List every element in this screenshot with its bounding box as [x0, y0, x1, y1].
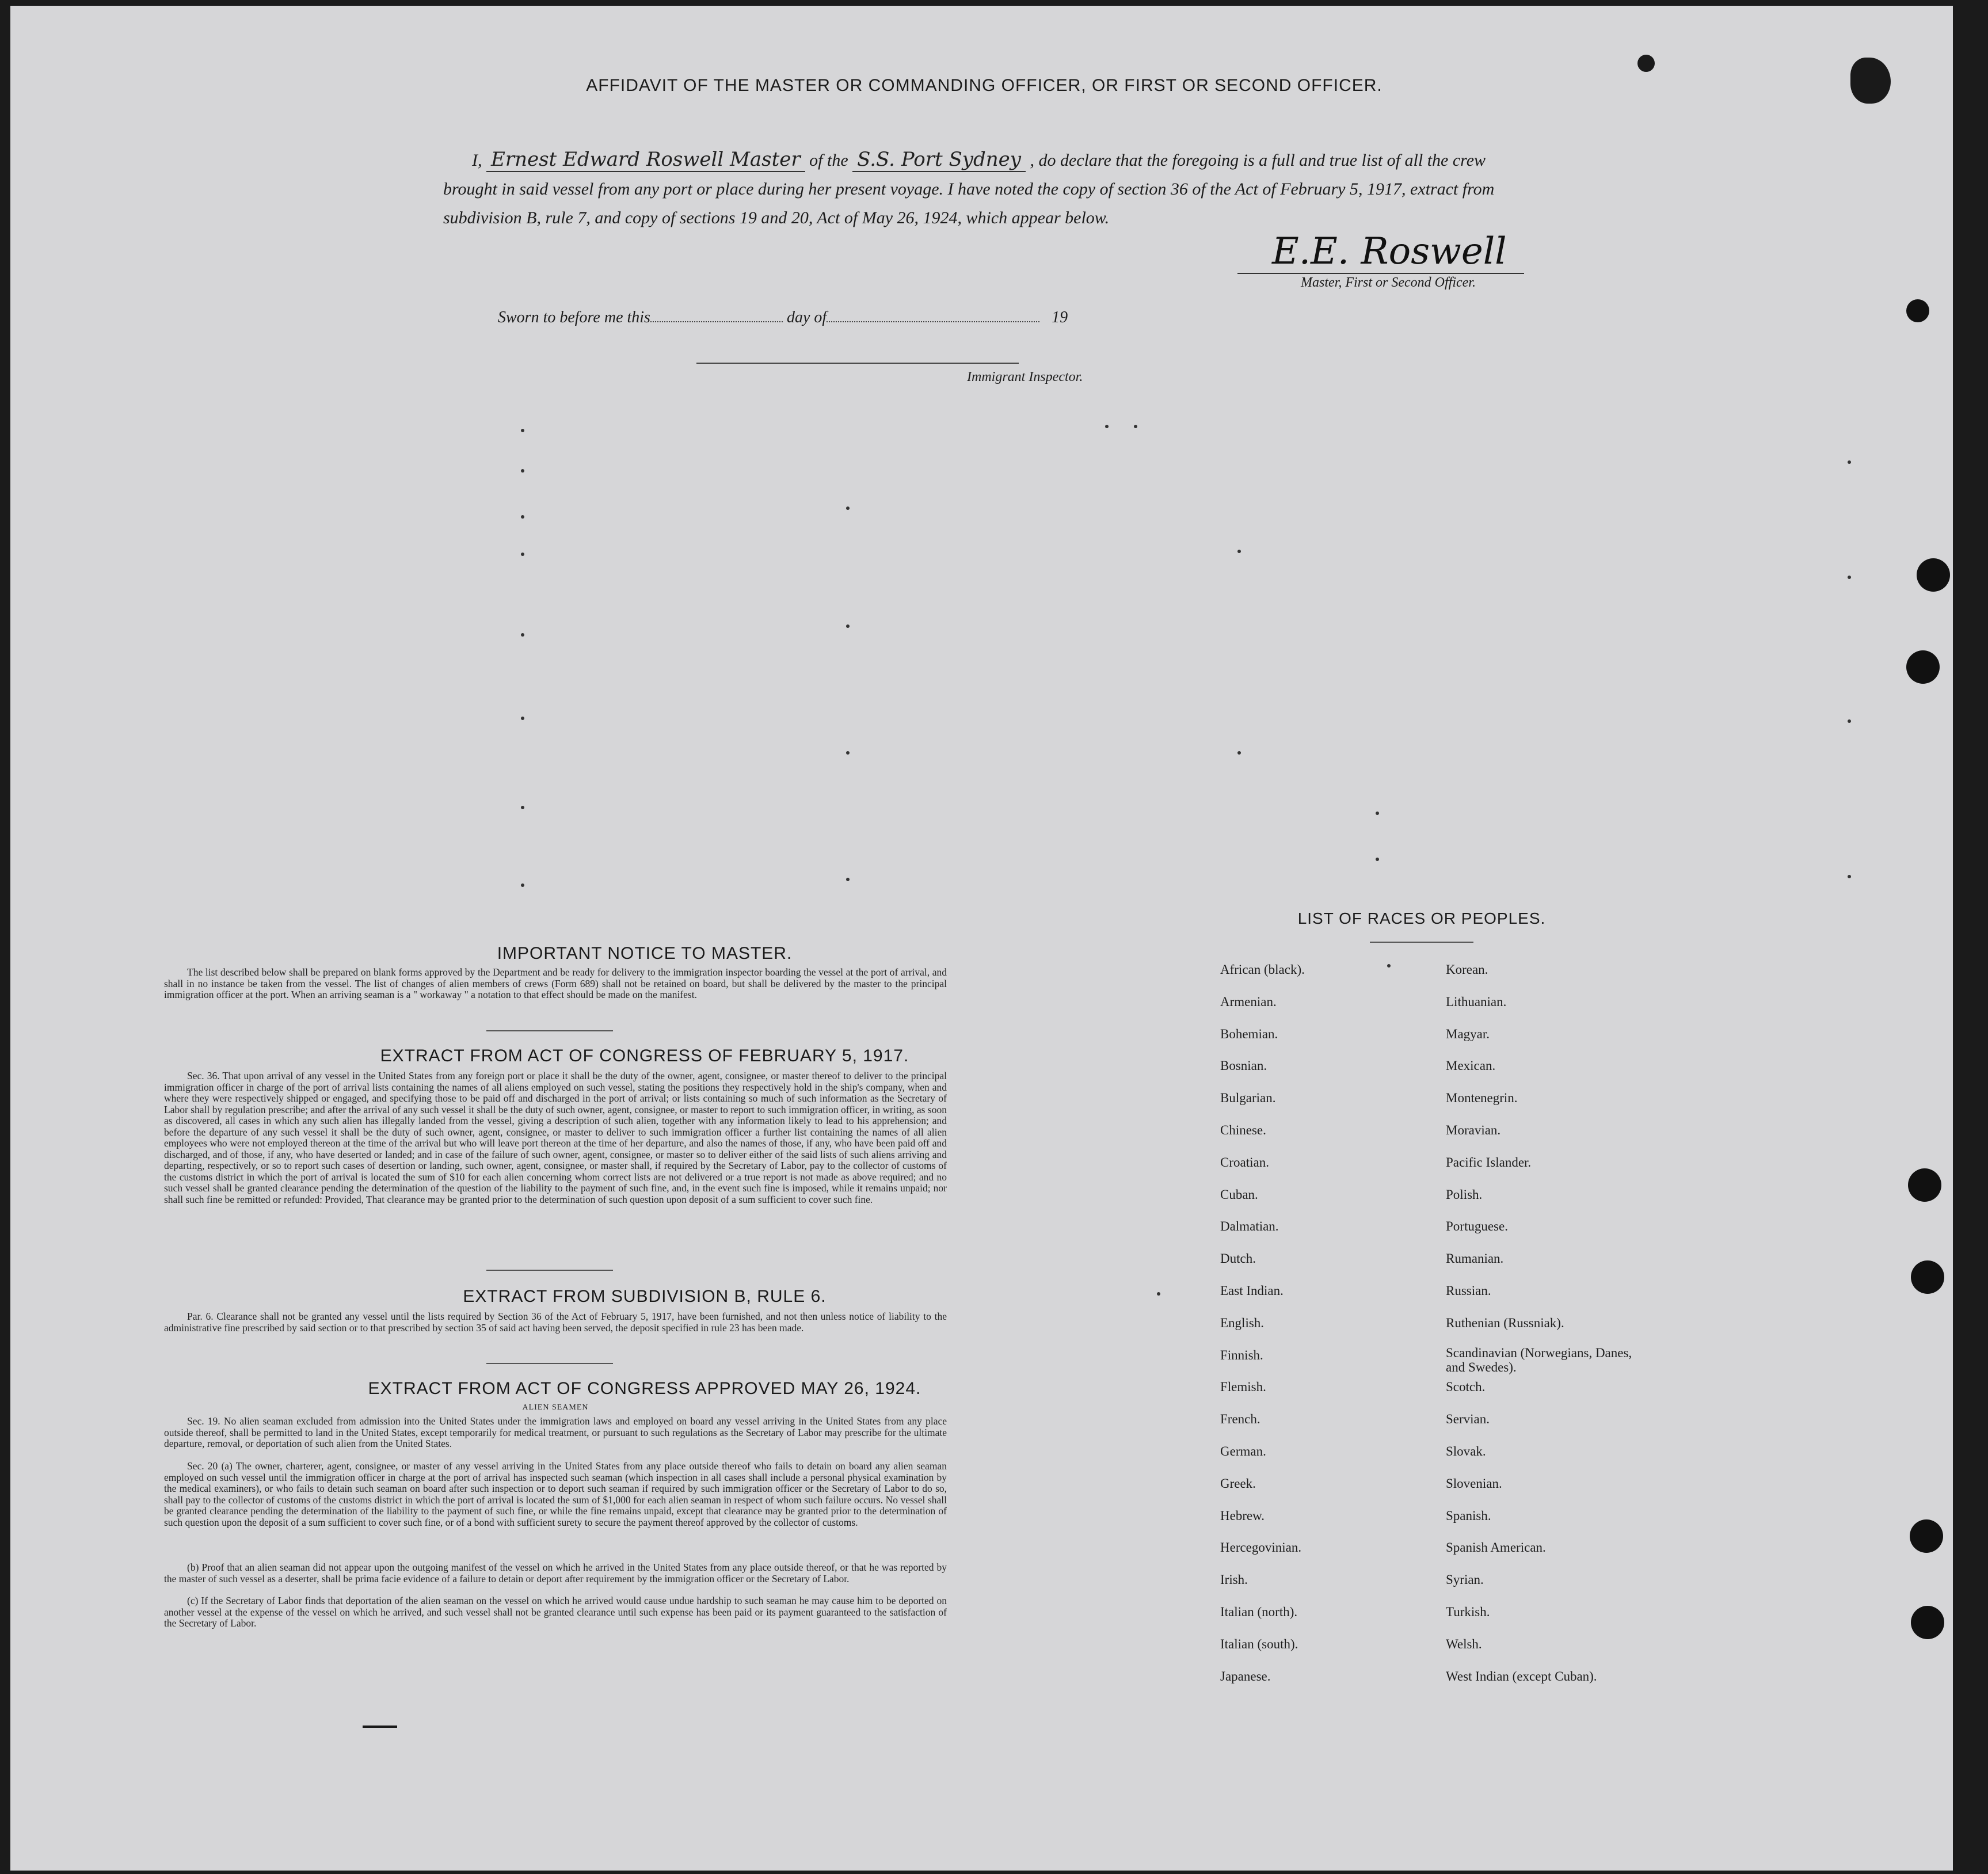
race-item: Turkish. — [1446, 1605, 1490, 1619]
race-item: Dalmatian. — [1220, 1219, 1279, 1233]
race-item: French. — [1220, 1412, 1260, 1426]
act-1924-sec20b: (b) Proof that an alien seaman did not appear upon the outgoing manifest of the vessel on which he arrived in the United States from any place outside thereof, or that he was reported by the master of such vessel as a deserter, shall be prima facie evidence of a failure to detain or deport after requirement by the immigration officer or the Secretary of Labor. — [164, 1561, 947, 1584]
race-item: Korean. — [1446, 962, 1488, 977]
race-item: Cuban. — [1220, 1187, 1258, 1202]
rule6-text: Par. 6. Clearance shall not be granted any vessel until the lists required by Section 36 of the Act of February 5, 1917, have been furnished, and not then unless notice of liability to the administrative fine prescribed by said section or to that prescribed by section 35 of said act having been served, the deposit specified in rule 23 has been made. — [164, 1311, 947, 1334]
binder-hole — [1917, 558, 1950, 592]
race-item: Welsh. — [1446, 1637, 1482, 1651]
binder-hole — [1906, 299, 1929, 322]
race-item: Bulgarian. — [1220, 1091, 1276, 1105]
ink-blot — [1637, 55, 1655, 72]
race-item: Moravian. — [1446, 1123, 1501, 1137]
act-1917-title: EXTRACT FROM ACT OF CONGRESS OF FEBRUARY 5, 1917. — [380, 1046, 909, 1065]
act-1917-text: Sec. 36. That upon arrival of any vessel in the United States from any foreign port or place it shall be the duty of the owner, agent, consignee, or master thereof to deliver to the principal immigration officer in charge of the port of arrival lists containing the names of all aliens employed on such vessel, stating the positions they respectively hold in the ship's company, when and where they were respectively shipped or engaged, and specifying those to be paid off and discharged in the port of arrival; or lists containing so much of such information as the Secretary of Labor shall by regulation prescribe; and after the arrival of any such vessel it shall be the duty of such owner, agent, consignee, or master to report to such immigration officer, in writing, as soon as discovered, all cases in which any such alien has illegally landed from the vessel, giving a description of such alien, together with any information likely to lead to his apprehension; and before the departure of any such vessel it shall be the duty of such owner, agent, consignee, or master to deliver to such immigration officer a further list containing the names of all alien employees who were not employed thereon at the time of the arrival but who will leave port thereon at the time of her departure, and also the names of those, if any, who have been paid off and discharged, and of those, if any, who have deserted or landed; and in case of the failure of such owner, agent, consignee, or master so to deliver either of the said lists of such aliens arriving and departing, respectively, or so to report such cases of desertion or landing, such owner, agent, consignee, or master shall, if required by the Secretary of Labor, pay to the collector of customs of the customs district in which the port of arrival is located the sum of $10 for each alien concerning whom correct lists are not delivered or a true report is not made as above required; and no such vessel shall be granted clearance pending the determination of the question of the liability to the payment of such fine, and, in the event such fine is imposed, while it remains unpaid; nor shall such fine be remitted or refunded: Provided, That clearance may be granted prior to the determination of such question upon deposit of a sum sufficient to cover such fine. — [164, 1070, 947, 1205]
act-1924-title: EXTRACT FROM ACT OF CONGRESS APPROVED MAY 26, 1924. — [368, 1379, 921, 1398]
race-item: East Indian. — [1220, 1283, 1284, 1298]
binder-hole — [1911, 1606, 1944, 1639]
binder-hole — [1910, 1519, 1943, 1553]
race-item: Spanish. — [1446, 1509, 1491, 1523]
document-page — [10, 6, 1953, 1871]
race-item: Dutch. — [1220, 1251, 1256, 1266]
sworn-line — [498, 308, 1068, 327]
race-item: Mexican. — [1446, 1058, 1496, 1073]
race-item: Croatian. — [1220, 1155, 1269, 1170]
affidavit-title: AFFIDAVIT OF THE MASTER OR COMMANDING OFFICER, OR FIRST OR SECOND OFFICER. — [586, 76, 1383, 95]
divider — [1370, 942, 1473, 943]
ink-blot — [1850, 58, 1891, 104]
race-item: Magyar. — [1446, 1027, 1490, 1041]
signature-caption: Master, First or Second Officer. — [1301, 275, 1476, 290]
race-item: African (black). — [1220, 962, 1305, 977]
affidavit-declaration — [443, 145, 1514, 233]
race-item: Ruthenian (Russniak). — [1446, 1316, 1564, 1330]
binder-hole — [1908, 1168, 1941, 1202]
race-item: Servian. — [1446, 1412, 1490, 1426]
inspector-signature-line — [696, 363, 1019, 364]
sworn-prefix: Sworn to before me this — [498, 308, 650, 326]
race-item: Hercegovinian. — [1220, 1540, 1302, 1555]
race-item: Italian (north). — [1220, 1605, 1298, 1619]
binder-hole — [1906, 650, 1940, 684]
act-1924-sec19: Sec. 19. No alien seaman excluded from admission into the United States under the immigration laws and employed on board any vessel arriving in the United States from any place outside thereof, shall be permitted to land in the United States, except temporarily for medical treatment, or pursuant to such regulations as the Secretary of Labor may prescribe for the ultimate departure, removal, or deportation of such alien from the United States. — [164, 1415, 947, 1449]
divider — [486, 1363, 613, 1364]
divider — [486, 1030, 613, 1031]
race-item: Scotch. — [1446, 1380, 1486, 1394]
races-title: LIST OF RACES OR PEOPLES. — [1297, 909, 1546, 927]
rule6-title: EXTRACT FROM SUBDIVISION B, RULE 6. — [463, 1287, 827, 1306]
race-item: Syrian. — [1446, 1572, 1484, 1587]
race-item: Bosnian. — [1220, 1058, 1267, 1073]
race-item: Finnish. — [1220, 1348, 1263, 1362]
race-item: Irish. — [1220, 1572, 1248, 1587]
race-item: Chinese. — [1220, 1123, 1266, 1137]
race-item: Bohemian. — [1220, 1027, 1278, 1041]
handwritten-master-name: Ernest Edward Roswell Master — [486, 148, 805, 172]
race-item: German. — [1220, 1444, 1266, 1458]
sworn-blank-date — [650, 321, 783, 322]
declaration-statement: that the foregoing is a full and true list of all the crew brought in said vessel from any port or place during her present voyage. I have noted the copy of section 36 of the Act of February 5, 1917, extract from subdivision B, rule 7, and copy of sections 19 and 20, Act of May 26, 1924, which appear below. — [443, 151, 1495, 227]
race-item: Russian. — [1446, 1283, 1491, 1298]
race-item: West Indian (except Cuban). — [1446, 1669, 1597, 1683]
divider — [486, 1270, 613, 1271]
declaration-i-label: I, — [472, 151, 482, 170]
handwritten-vessel-name: S.S. Port Sydney — [852, 148, 1026, 172]
race-item: Japanese. — [1220, 1669, 1271, 1683]
notice-title: IMPORTANT NOTICE TO MASTER. — [497, 944, 793, 963]
pen-mark — [363, 1726, 397, 1728]
race-item: Scandinavian (Norwegians, Danes, and Swedes). — [1446, 1346, 1632, 1374]
sworn-year: 19 — [1052, 308, 1068, 326]
race-item: Lithuanian. — [1446, 995, 1507, 1009]
race-item: Slovenian. — [1446, 1476, 1502, 1491]
race-item: Hebrew. — [1220, 1509, 1265, 1523]
race-item: Montenegrin. — [1446, 1091, 1518, 1105]
act-1924-sec20a: Sec. 20 (a) The owner, charterer, agent, consignee, or master of any vessel arriving in the United States from any place outside thereof who fails to detain on board any alien seaman employed on such vessel until the immigration officer in charge at the port of arrival has inspected such seaman (which inspection in all cases shall include a personal physical examination by the medical examiners), or who fails to detain such seaman on board after such inspection or to deport such seaman if required by such immigration officer or the Secretary of Labor to do so, shall pay to the collector of customs of the customs district in which the port of arrival is located the sum of $1,000 for each alien seaman in respect of whom such failure occurs. No vessel shall be granted clearance pending the determination of the liability to the payment of such fine, or while the fine remains unpaid, except that clearance may be granted prior to the determination of such question upon the deposit of a sum sufficient to cover such fine, or of a bond with sufficient surety to secure the payment thereof approved by the collector of customs. — [164, 1460, 947, 1528]
inspector-caption: Immigrant Inspector. — [967, 370, 1083, 384]
race-item: Flemish. — [1220, 1380, 1266, 1394]
race-item: Italian (south). — [1220, 1637, 1298, 1651]
race-item: Pacific Islander. — [1446, 1155, 1532, 1170]
binder-hole — [1911, 1260, 1944, 1294]
notice-text: The list described below shall be prepared on blank forms approved by the Department and be ready for delivery to the immigration inspector boarding the vessel at the port of arrival, and shall in no instance be taken from the vessel. The list of changes of alien members of crews (Form 689) shall not be retained on board, but shall be delivered by the master to the principal immigration officer at the port. When an arriving seaman is a " workaway " a notation to that effect should be made on the manifest. — [164, 966, 947, 1000]
race-item: English. — [1220, 1316, 1265, 1330]
race-item: Polish. — [1446, 1187, 1483, 1202]
sworn-blank-month — [827, 321, 1039, 322]
race-item: Spanish American. — [1446, 1540, 1546, 1555]
declaration-do-declare: , do declare — [1030, 151, 1111, 170]
sworn-day-of: day of — [786, 308, 827, 326]
master-signature: E.E. Roswell — [1237, 230, 1524, 274]
race-item: Greek. — [1220, 1476, 1256, 1491]
declaration-of-the: of the — [809, 151, 848, 170]
race-item: Portuguese. — [1446, 1219, 1508, 1233]
race-item: Armenian. — [1220, 995, 1277, 1009]
race-item: Rumanian. — [1446, 1251, 1504, 1266]
race-item: Slovak. — [1446, 1444, 1486, 1458]
act-1924-sec20c: (c) If the Secretary of Labor finds that deportation of the alien seaman on the vessel on which he arrived would cause undue hardship to such seaman he may cause him to be deported on another vessel at the expense of the vessel on which he arrived, and such vessel shall not be granted clearance until such expense has been paid or its payment guaranteed to the satisfaction of the Secretary of Labor. — [164, 1595, 947, 1629]
act-1924-subtitle: ALIEN SEAMEN — [522, 1403, 589, 1412]
